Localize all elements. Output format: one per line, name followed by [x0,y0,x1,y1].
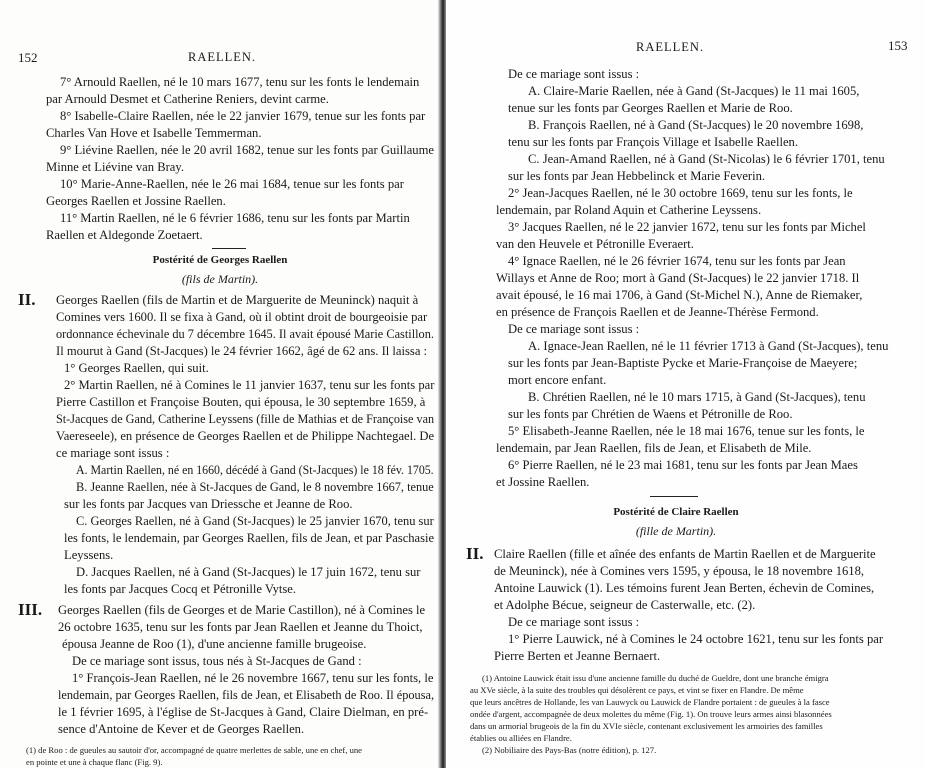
text-line: 5° Elisabeth-Jeanne Raellen, née le 18 mai 1676, tenue sur les fonts, le [508,424,865,438]
text-line: Georges Raellen (fils de Martin et de Marguerite de Meuninck) naquit à [56,293,419,307]
text-line: B. François Raellen, né à Gand (St-Jacques) le 20 novembre 1698, [528,118,864,132]
generation-numeral: II. [466,544,484,563]
text-line: 26 octobre 1635, tenu sur les fonts par Jean Raellen et Jeanne du Thoict, [58,620,423,634]
text-line: lendemain, par Georges Raellen, fils de Jean, et Elisabeth de Roo. Il épousa, [58,688,435,702]
text-line: par Arnould Desmet et Catherine Reniers, devint carme. [46,92,329,106]
text-line: épousa Jeanne de Roo (1), d'une ancienne famille brugeoise. [62,637,367,651]
text-line: 7° Arnould Raellen, né le 10 mars 1677, tenu sur les fonts le lendemain [60,75,420,89]
text-line: sence d'Antoine de Kever et de Georges Raellen. [58,722,305,736]
generation-numeral: II. [18,290,36,309]
right-page [446,0,925,768]
text-line: Il mourut à Gand (St-Jacques) le 24 février 1662, âgé de 62 ans. Il laissa : [56,344,428,358]
page-number: 153 [888,38,908,53]
text-line: Charles Van Hove et Isabelle Temmerman. [46,126,262,140]
text-line: Pierre Castillon et Françoise Bouten, qui épousa, le 30 septembre 1659, à [56,395,426,409]
page-number: 152 [18,50,38,65]
text-line: et Adolphe Bécue, seigneur de Casterwalle, etc. (2). [494,598,756,612]
text-line: D. Jacques Raellen, né à Gand (St-Jacques) le 17 juin 1672, tenu sur [76,565,421,579]
text-line: tenue sur les fonts par Georges Raellen et Marie de Roo. [508,101,793,115]
footnote-line: dans un armorial brugeois de la fin du XVIe siècle, contenant exclusivement les armoiries des familles [470,721,823,731]
text-line: les fonts, le lendemain, par Georges Raellen, fils de Jean, et par Paschasie [64,531,435,545]
text-line: Willays et Anne de Roo; mort à Gand (St-Jacques) le 22 janvier 1718. Il [496,271,860,285]
text-line: 2° Martin Raellen, né à Comines le 11 janvier 1637, tenu sur les fonts par [64,378,435,392]
text-line: les fonts par Jacques Cocq et Pétronille Vytse. [64,582,297,596]
text-line: lendemain, par Roland Aquin et Catherine Leyssens. [496,203,762,217]
text-line: 1° François-Jean Raellen, né le 26 novembre 1667, tenu sur les fonts, le [72,671,434,685]
text-line: sur les fonts par Jacques van Driessche et Jeanne de Roo. [64,497,353,511]
text-line: 9° Liévine Raellen, née le 20 avril 1682, tenue sur les fonts par Guillaume [60,143,434,157]
text-line: C. Georges Raellen, né à Gand (St-Jacques) le 25 janvier 1670, tenu sur [76,514,434,528]
running-head: RAELLEN. [188,50,257,64]
text-line: Antoine Lauwick (1). Les témoins furent Jean Berten, échevin de Comines, [494,581,875,595]
left-page [0,0,440,768]
text-line: A. Martin Raellen, né en 1660, décédé à Gand (St-Jacques) le 18 fév. 1705. [76,463,434,477]
text-line: A. Claire-Marie Raellen, née à Gand (St-Jacques) le 11 mai 1605, [528,84,860,98]
text-line: avait épousé, le 16 mai 1706, à Gand (St-Michel N.), Anne de Riemaker, [496,288,863,302]
generation-numeral: III. [18,600,43,619]
text-line: sur les fonts par Jean-Baptiste Pycke et Marie-Françoise de Maeyere; [508,356,858,370]
text-line: et Jossine Raellen. [496,475,590,489]
text-line: Georges Raellen (fils de Georges et de Marie Castillon), né à Comines le [58,603,426,617]
text-line: Pierre Berten et Jeanne Bernaert. [494,649,661,663]
footnote-line: établies ou alliées en Flandre. [470,733,572,743]
text-line: en présence de François Raellen et de Jeanne-Thérèse Fermond. [496,305,819,319]
footnote-line: au XVe siècle, à la suite des troubles qui désolèrent ce pays, et vint se fixer en Flandre. De même [470,685,804,695]
text-line: Vaereseele), en présence de Georges Raellen et de Philippe Nachtegael. De [56,429,435,443]
text-line: De ce mariage sont issus : [508,322,640,336]
footnote-line: ondée d'argent, accompagnée de deux molettes du même (Fig. 1). On trouve leurs armes ainsi blasonnées [470,709,832,719]
text-line: Claire Raellen (fille et aînée des enfants de Martin Raellen et de Marguerite [494,547,876,561]
footnote-line: (1) de Roo : de gueules au sautoir d'or, accompagné de quatre merlettes de sable, une en chef, une [26,745,362,755]
text-line: 10° Marie-Anne-Raellen, née le 26 mai 1684, tenue sur les fonts par [60,177,404,191]
text-line: sur les fonts par Chrétien de Waens et Pétronille de Roo. [508,407,793,421]
text-line: de Meuninck), née à Comines vers 1595, y épousa, le 18 novembre 1618, [494,564,865,578]
text-line: De ce mariage sont issus : [508,67,640,81]
text-line: Comines vers 1600. Il se fixa à Gand, où il obtint droit de bourgeoisie par [56,310,428,324]
footnote-line: (1) Antoine Lauwick était issu d'une ancienne famille du duché de Gueldre, dont une branche émigra [482,673,829,683]
text-line: mort encore enfant. [508,373,607,387]
text-line: Minne et Liévine van Bray. [46,160,185,174]
text-line: ordonnance échevinale du 7 décembre 1645. Il avait épousé Marie Castillon. [56,327,434,341]
text-line: sur les fonts par Jean Hebbelinck et Marie Feverin. [508,169,766,183]
text-line: ce mariage sont issus : [56,446,170,460]
text-line: Georges Raellen et Jossine Raellen. [46,194,226,208]
text-line: A. Ignace-Jean Raellen, né le 11 février 1713 à Gand (St-Jacques), tenu [528,339,889,353]
text-line: C. Jean-Amand Raellen, né à Gand (St-Nicolas) le 6 février 1701, tenu [528,152,885,166]
text-line: St-Jacques de Gand, Catherine Leyssens (fille de Mathias et de Françoise van [56,412,435,426]
section-title: Postérité de Georges Raellen [152,254,288,266]
text-line: 1° Pierre Lauwick, né à Comines le 24 octobre 1621, tenu sur les fonts par [508,632,884,646]
text-line: De ce mariage sont issus : [508,615,640,629]
text-line: 1° Georges Raellen, qui suit. [64,361,209,375]
section-subtitle: (fils de Martin). [181,272,259,286]
text-line: Leyssens. [64,548,114,562]
text-line: 8° Isabelle-Claire Raellen, née le 22 janvier 1679, tenue sur les fonts par [60,109,426,123]
section-divider [212,248,246,249]
section-subtitle: (fille de Martin). [635,524,717,538]
text-line: 4° Ignace Raellen, né le 26 février 1674, tenu sur les fonts par Jean [508,254,846,268]
text-line: 2° Jean-Jacques Raellen, né le 30 octobre 1669, tenu sur les fonts, le [508,186,853,200]
text-line: tenu sur les fonts par François Village et Isabelle Raellen. [508,135,798,149]
text-line: 6° Pierre Raellen, né le 23 mai 1681, tenu sur les fonts par Jean Maes [508,458,858,472]
footnote-line: que leurs ancêtres de Hollande, les van Lauwyck ou Lauwick de Flandre portaient : de gueules à la fasce [470,697,830,707]
text-line: lendemain, par Jean Raellen, fils de Jean, et Elisabeth de Mile. [496,441,812,455]
running-head: RAELLEN. [636,40,705,54]
section-divider [650,496,698,497]
footnote-line: (2) Nobiliaire des Pays-Bas (notre édition), p. 127. [482,745,657,755]
text-line: 3° Jacques Raellen, né le 22 janvier 1672, tenu sur les fonts par Michel [508,220,866,234]
text-line: B. Chrétien Raellen, né le 10 mars 1715, à Gand (St-Jacques), tenu [528,390,866,404]
footnote-line: en pointe et une à chaque flanc (Fig. 9). [26,757,163,767]
section-title: Postérité de Claire Raellen [613,506,739,518]
text-line: Raellen et Aldegonde Zoetaert. [46,228,203,242]
text-line: le 1 février 1695, à l'église de St-Jacques à Gand, Claire Dielman, en pré- [58,705,429,719]
text-line: De ce mariage sont issus, tous nés à St-Jacques de Gand : [72,654,362,668]
text-line: van den Heuvele et Pétronille Everaert. [496,237,694,251]
text-line: 11° Martin Raellen, né le 6 février 1686, tenu sur les fonts par Martin [60,211,410,225]
text-line: B. Jeanne Raellen, née à St-Jacques de Gand, le 8 novembre 1667, tenue [76,480,434,494]
